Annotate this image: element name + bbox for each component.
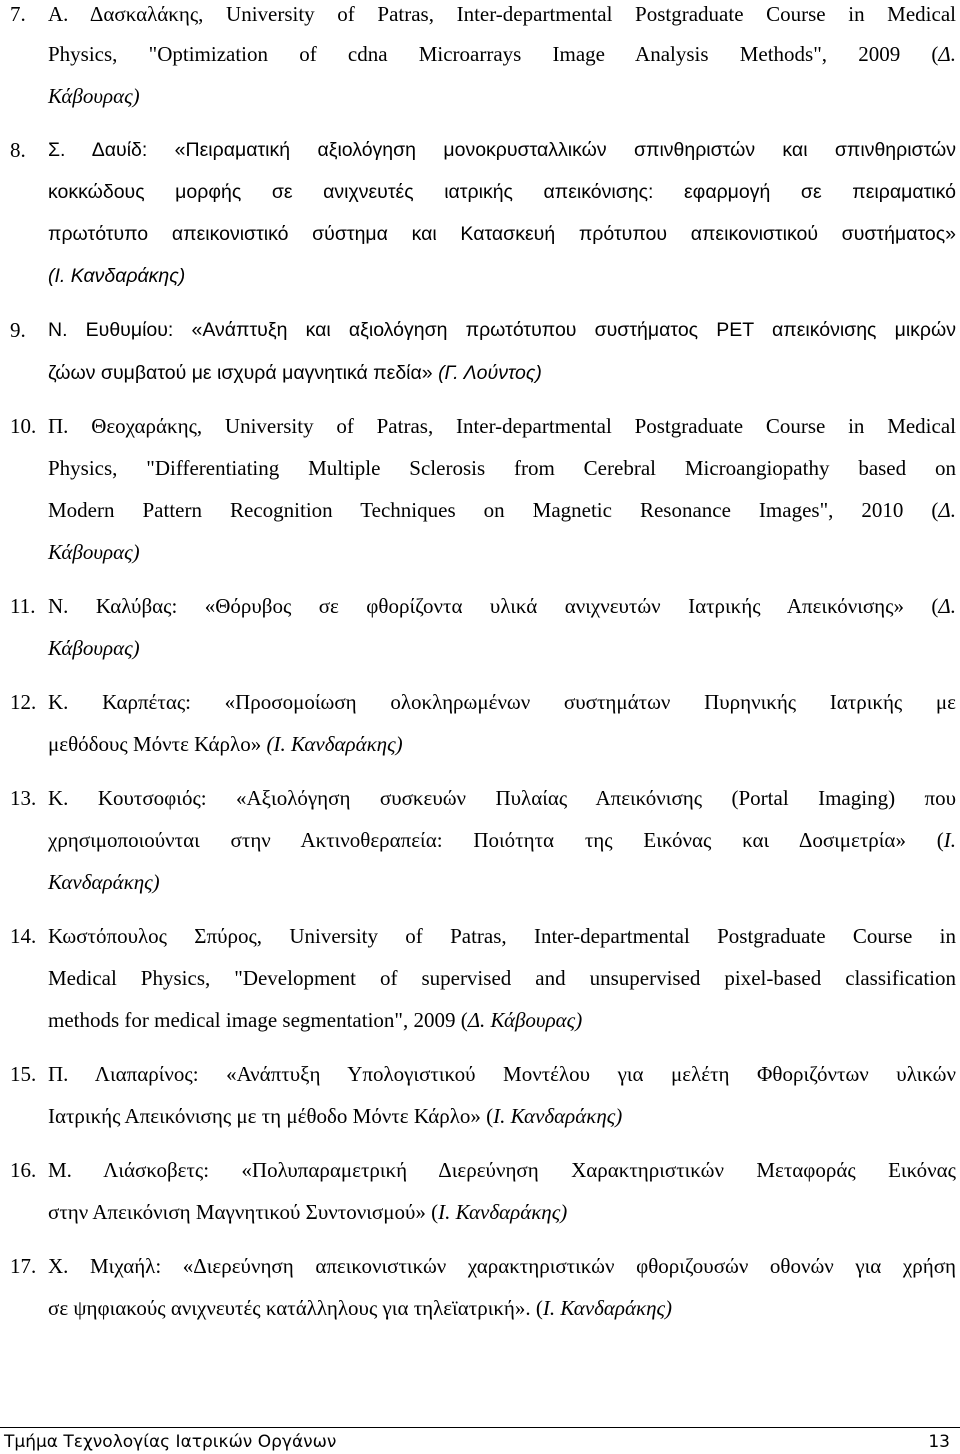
item-text-line <box>48 968 956 989</box>
item-text: Medical Physics, "Development of supervised and unsupervised pixel-based classification <box>48 966 956 990</box>
item-text-line <box>48 458 956 479</box>
item-text-line <box>48 788 956 809</box>
item-text: κοκκώδους μορφής σε ανιχνευτές ιατρικής απεικόνισης: εφαρμογή σε πειραματικό <box>48 181 956 203</box>
item-text-line <box>48 320 956 341</box>
item-text-line <box>48 182 956 203</box>
item-supervisor: Δ. <box>938 498 956 522</box>
item-supervisor: Κάβουρας) <box>48 540 140 564</box>
item-text: methods for medical image segmentation", 2009 ( <box>48 1008 468 1032</box>
item-supervisor: Δ. <box>938 594 956 618</box>
item-number: 7. <box>10 2 26 26</box>
item-text-line <box>48 638 956 659</box>
item-text: στην Απεικόνιση Μαγνητικού Συντονισμού» ( <box>48 1200 439 1224</box>
item-text: Α. Δασκαλάκης, University of Patras, Inter-departmental Postgraduate Course in Medical <box>48 2 956 26</box>
item-number: 11. <box>10 594 36 618</box>
footer-department: Τμήμα Τεχνολογίας Ιατρικών Οργάνων <box>4 1432 337 1452</box>
item-text: Ν. Καλύβας: «Θόρυβος σε φθορίζοντα υλικά ανιχνευτών Ιατρικής Απεικόνισης» ( <box>48 594 939 618</box>
item-text-line <box>48 1298 956 1319</box>
item-text: Modern Pattern Recognition Techniques on Magnetic Resonance Images", 2010 ( <box>48 498 939 522</box>
item-number: 12. <box>10 690 37 714</box>
item-text-line <box>48 872 956 893</box>
item-text-line <box>48 1202 956 1223</box>
item-number: 9. <box>10 318 26 342</box>
item-text: Χ. Μιχαήλ: «Διερεύνηση απεικονιστικών χαρακτηριστικών φθοριζουσών οθονών για χρήση <box>48 1254 956 1278</box>
item-text-line <box>48 86 956 107</box>
item-supervisor: Ι. <box>943 828 956 852</box>
item-number: 8. <box>10 138 26 162</box>
item-text: Κ. Καρπέτας: «Προσομοίωση ολοκληρωμένων συστημάτων Πυρηνικής Ιατρικής με <box>48 690 956 714</box>
item-text: πρωτότυπο απεικονιστικό σύστημα και Κατασκευή πρότυπου απεικονιστικού συστήματος» <box>48 223 956 245</box>
item-text-line <box>48 1106 956 1127</box>
item-text: Ν. Ευθυμίου: «Ανάπτυξη και αξιολόγηση πρωτότυπου συστήματος PET απεικόνισης μικρών <box>48 319 956 341</box>
item-text: Κωστόπουλος Σπύρος, University of Patras, Inter-departmental Postgraduate Course in <box>48 924 956 948</box>
item-text-line <box>48 1064 956 1085</box>
item-text: Π. Λιαπαρίνος: «Ανάπτυξη Υπολογιστικού Μοντέλου για μελέτη Φθοριζόντων υλικών <box>48 1062 956 1086</box>
item-supervisor: Κανδαράκης) <box>48 870 160 894</box>
item-text: Μ. Λιάσκοβετς: «Πολυπαραμετρική Διερεύνηση Χαρακτηριστικών Μεταφοράς Εικόνας <box>48 1158 956 1182</box>
item-text-line <box>48 140 956 161</box>
item-supervisor: (Ι. Κανδαράκης) <box>48 265 186 287</box>
item-number: 10. <box>10 414 37 438</box>
item-supervisor: Κάβουρας) <box>48 84 140 108</box>
item-supervisor: Ι. Κανδαράκης) <box>438 1200 568 1224</box>
item-number: 17. <box>10 1254 37 1278</box>
item-number: 16. <box>10 1158 37 1182</box>
item-text-line <box>48 1256 956 1277</box>
item-supervisor: Κάβουρας) <box>48 636 140 660</box>
item-text-line <box>48 416 956 437</box>
item-text-line <box>48 224 956 245</box>
item-text-line <box>48 1160 956 1181</box>
item-text: ζώων συμβατού με ισχυρά μαγνητικά πεδία» <box>48 362 439 384</box>
item-text-line <box>48 1010 956 1031</box>
footer-divider <box>0 1427 960 1428</box>
item-text: Κ. Κουτσοφιός: «Αξιολόγηση συσκευών Πυλαίας Απεικόνισης (Portal Imaging) που <box>48 786 956 810</box>
item-text-line <box>48 734 956 755</box>
page-number: 13 <box>928 1432 950 1452</box>
item-text-line <box>48 266 956 287</box>
item-supervisor: Δ. Κάβουρας) <box>467 1008 583 1032</box>
item-text-line <box>48 4 956 25</box>
item-text-line <box>48 500 956 521</box>
item-supervisor: (Ι. Κανδαράκης) <box>266 732 403 756</box>
item-text: μεθόδους Μόντε Κάρλο» <box>48 732 267 756</box>
item-text: Σ. Δαυίδ: «Πειραματική αξιολόγηση μονοκρυσταλλικών σπινθηριστών και σπινθηριστών <box>48 139 956 161</box>
item-text-line <box>48 542 956 563</box>
item-text: Physics, "Differentiating Multiple Sclerosis from Cerebral Microangiopathy based on <box>48 456 956 480</box>
item-number: 14. <box>10 924 37 948</box>
item-text-line <box>48 830 956 851</box>
item-supervisor: (Γ. Λούντος) <box>438 362 542 384</box>
item-text-line <box>48 44 956 65</box>
item-number: 15. <box>10 1062 37 1086</box>
item-supervisor: Ι. Κανδαράκης) <box>493 1104 623 1128</box>
item-number: 13. <box>10 786 37 810</box>
item-text: σε ψηφιακούς ανιχνευτές κατάλληλους για τηλεϊατρική». ( <box>48 1296 543 1320</box>
item-supervisor: Ι. Κανδαράκης) <box>542 1296 673 1320</box>
item-text: Π. Θεοχαράκης, University of Patras, Inter-departmental Postgraduate Course in Medical <box>48 414 956 438</box>
item-text-line <box>48 596 956 617</box>
item-text-line <box>48 363 956 384</box>
item-text-line <box>48 926 956 947</box>
item-text-line <box>48 692 956 713</box>
item-text: χρησιμοποιούνται στην Ακτινοθεραπεία: Ποιότητα της Εικόνας και Δοσιμετρία» ( <box>48 828 944 852</box>
item-supervisor: Δ. <box>938 42 956 66</box>
item-text: Ιατρικής Απεικόνισης με τη μέθοδο Μόντε Κάρλο» ( <box>48 1104 494 1128</box>
item-text: Physics, "Optimization of cdna Microarrays Image Analysis Methods", 2009 ( <box>48 42 939 66</box>
